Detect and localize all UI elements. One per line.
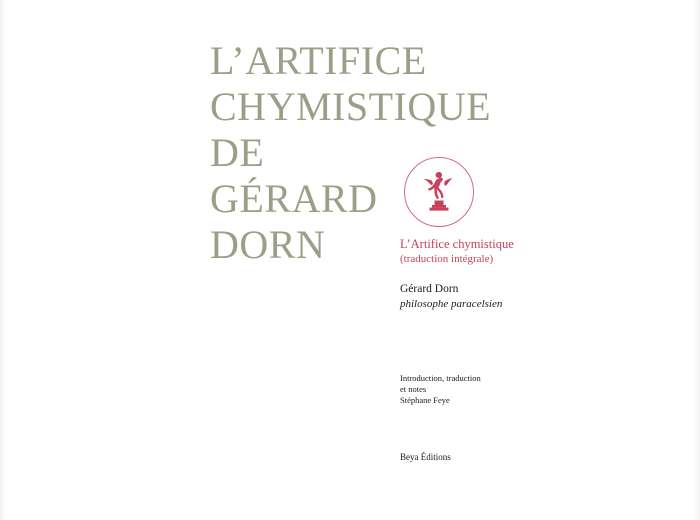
credits-line-2: et notes xyxy=(400,384,427,394)
page-edge-right xyxy=(694,0,700,520)
title-line-5: DORN xyxy=(210,222,326,267)
cover-author xyxy=(400,282,670,312)
subtitle-main: L’Artifice chymistique xyxy=(400,237,514,251)
cover-subtitle xyxy=(400,236,670,267)
author-qualification: philosophe paracelsien xyxy=(400,298,503,310)
credits-line-3: Stéphane Feye xyxy=(400,395,450,405)
title-line-3: DE xyxy=(210,130,265,175)
cover-credits xyxy=(400,373,670,406)
subtitle-sub: (traduction intégrale) xyxy=(400,253,494,265)
credits-line-1: Introduction, traduction xyxy=(400,373,481,383)
title-line-4: GÉRARD xyxy=(210,176,378,221)
page-edge-left xyxy=(0,0,6,520)
cover-publisher xyxy=(400,451,670,463)
mercury-statue-emblem-icon xyxy=(404,157,474,227)
title-line-1: L’ARTIFICE xyxy=(210,38,427,83)
cover-title xyxy=(210,38,540,268)
title-line-2: CHYMISTIQUE xyxy=(210,84,492,129)
author-name: Gérard Dorn xyxy=(400,283,459,295)
publisher-name: Beya Éditions xyxy=(400,452,451,462)
